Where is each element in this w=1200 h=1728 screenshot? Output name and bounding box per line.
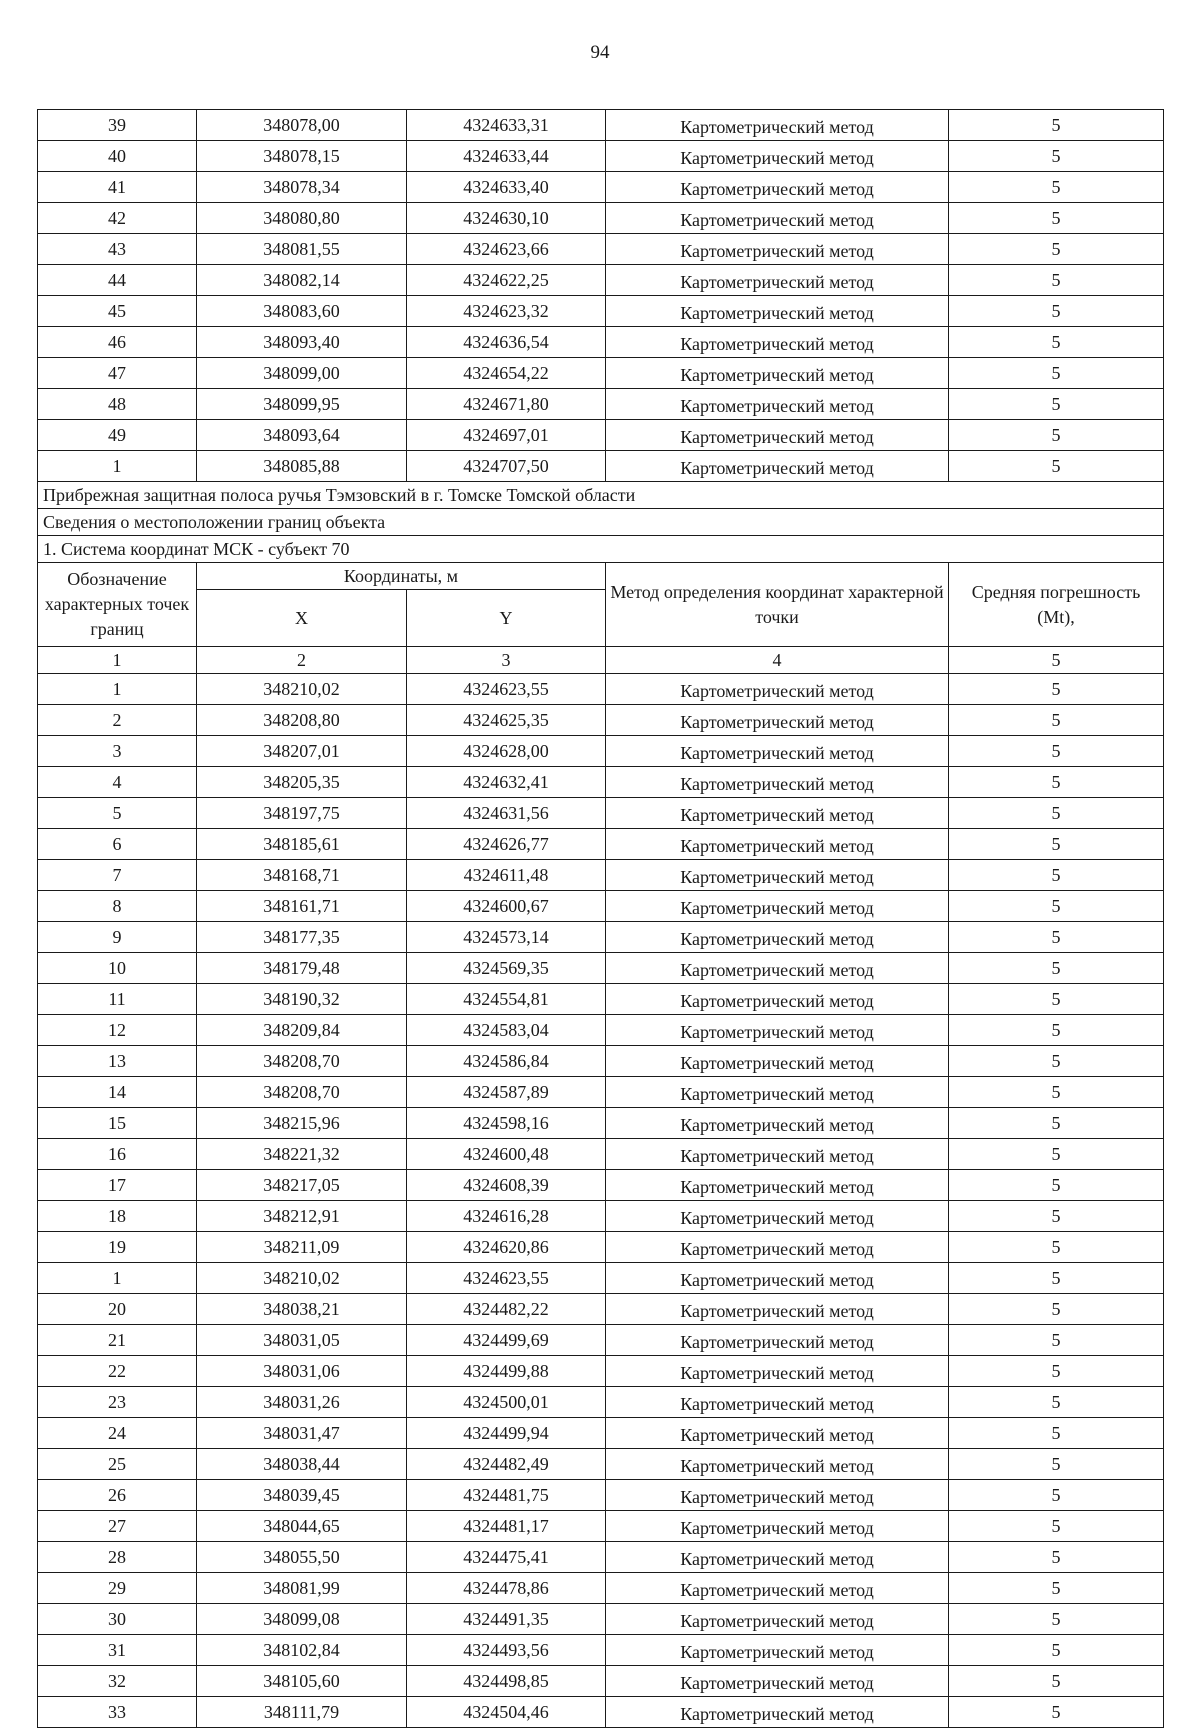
y-coordinate-cell: 4324616,28 bbox=[407, 1201, 606, 1232]
table-row bbox=[38, 1325, 1164, 1356]
table-row bbox=[38, 1015, 1164, 1046]
method-cell: Картометрический метод bbox=[606, 389, 949, 420]
method-cell: Картометрический метод bbox=[606, 1294, 949, 1325]
method-cell: Картометрический метод bbox=[606, 203, 949, 234]
method-cell: Картометрический метод bbox=[606, 141, 949, 172]
error-cell: 5 bbox=[949, 451, 1164, 482]
x-coordinate-cell: 348078,34 bbox=[197, 172, 407, 203]
x-coordinate-cell: 348215,96 bbox=[197, 1108, 407, 1139]
error-cell: 5 bbox=[949, 984, 1164, 1015]
error-cell: 5 bbox=[949, 1201, 1164, 1232]
y-coordinate-cell: 4324491,35 bbox=[407, 1604, 606, 1635]
section-block bbox=[38, 482, 1164, 674]
method-cell: Картометрический метод bbox=[606, 1201, 949, 1232]
point-number-cell: 25 bbox=[38, 1449, 197, 1480]
error-cell: 5 bbox=[949, 1263, 1164, 1294]
error-cell: 5 bbox=[949, 1015, 1164, 1046]
table-row bbox=[38, 1604, 1164, 1635]
method-cell: Картометрический метод bbox=[606, 1418, 949, 1449]
y-coordinate-cell: 4324554,81 bbox=[407, 984, 606, 1015]
point-number-cell: 1 bbox=[38, 1263, 197, 1294]
point-number-cell: 23 bbox=[38, 1387, 197, 1418]
column-number-row bbox=[38, 647, 1164, 674]
y-coordinate-cell: 4324499,69 bbox=[407, 1325, 606, 1356]
method-cell: Картометрический метод bbox=[606, 767, 949, 798]
method-cell: Картометрический метод bbox=[606, 1263, 949, 1294]
y-coordinate-cell: 4324631,56 bbox=[407, 798, 606, 829]
method-cell: Картометрический метод bbox=[606, 1449, 949, 1480]
y-coordinate-cell: 4324633,44 bbox=[407, 141, 606, 172]
table-row bbox=[38, 1449, 1164, 1480]
error-cell: 5 bbox=[949, 389, 1164, 420]
error-cell: 5 bbox=[949, 265, 1164, 296]
x-coordinate-cell: 348078,15 bbox=[197, 141, 407, 172]
y-coordinate-cell: 4324697,01 bbox=[407, 420, 606, 451]
column-number: 1 bbox=[38, 647, 197, 674]
table-row bbox=[38, 172, 1164, 203]
table-row bbox=[38, 1294, 1164, 1325]
error-cell: 5 bbox=[949, 1480, 1164, 1511]
coordinates-table bbox=[37, 109, 1164, 1728]
x-coordinate-cell: 348093,64 bbox=[197, 420, 407, 451]
x-coordinate-cell: 348083,60 bbox=[197, 296, 407, 327]
y-coordinate-cell: 4324481,75 bbox=[407, 1480, 606, 1511]
method-cell: Картометрический метод bbox=[606, 1325, 949, 1356]
error-cell: 5 bbox=[949, 922, 1164, 953]
table-row bbox=[38, 327, 1164, 358]
y-coordinate-cell: 4324623,32 bbox=[407, 296, 606, 327]
method-cell: Картометрический метод bbox=[606, 172, 949, 203]
x-coordinate-cell: 348038,44 bbox=[197, 1449, 407, 1480]
method-cell: Картометрический метод bbox=[606, 1077, 949, 1108]
y-coordinate-cell: 4324573,14 bbox=[407, 922, 606, 953]
y-coordinate-cell: 4324475,41 bbox=[407, 1542, 606, 1573]
point-number-cell: 27 bbox=[38, 1511, 197, 1542]
point-number-cell: 9 bbox=[38, 922, 197, 953]
error-cell: 5 bbox=[949, 860, 1164, 891]
x-coordinate-cell: 348190,32 bbox=[197, 984, 407, 1015]
point-number-cell: 18 bbox=[38, 1201, 197, 1232]
table-row bbox=[38, 141, 1164, 172]
x-coordinate-cell: 348102,84 bbox=[197, 1635, 407, 1666]
error-cell: 5 bbox=[949, 296, 1164, 327]
x-coordinate-cell: 348209,84 bbox=[197, 1015, 407, 1046]
error-cell: 5 bbox=[949, 327, 1164, 358]
table-row bbox=[38, 1139, 1164, 1170]
table-row bbox=[38, 736, 1164, 767]
point-number-cell: 8 bbox=[38, 891, 197, 922]
method-cell: Картометрический метод bbox=[606, 674, 949, 705]
y-coordinate-cell: 4324600,48 bbox=[407, 1139, 606, 1170]
y-coordinate-cell: 4324504,46 bbox=[407, 1697, 606, 1728]
x-coordinate-cell: 348221,32 bbox=[197, 1139, 407, 1170]
table-row bbox=[38, 705, 1164, 736]
table-row bbox=[38, 110, 1164, 141]
error-cell: 5 bbox=[949, 172, 1164, 203]
method-cell: Картометрический метод bbox=[606, 1046, 949, 1077]
y-coordinate-cell: 4324587,89 bbox=[407, 1077, 606, 1108]
error-cell: 5 bbox=[949, 1170, 1164, 1201]
point-number-cell: 30 bbox=[38, 1604, 197, 1635]
y-coordinate-cell: 4324481,17 bbox=[407, 1511, 606, 1542]
point-number-cell: 1 bbox=[38, 451, 197, 482]
point-number-cell: 43 bbox=[38, 234, 197, 265]
error-cell: 5 bbox=[949, 1232, 1164, 1263]
x-coordinate-cell: 348085,88 bbox=[197, 451, 407, 482]
point-number-cell: 16 bbox=[38, 1139, 197, 1170]
method-cell: Картометрический метод bbox=[606, 1387, 949, 1418]
x-coordinate-cell: 348099,08 bbox=[197, 1604, 407, 1635]
column-number: 3 bbox=[407, 647, 606, 674]
x-coordinate-cell: 348044,65 bbox=[197, 1511, 407, 1542]
error-cell: 5 bbox=[949, 358, 1164, 389]
method-cell: Картометрический метод bbox=[606, 327, 949, 358]
point-number-cell: 39 bbox=[38, 110, 197, 141]
x-coordinate-cell: 348099,00 bbox=[197, 358, 407, 389]
point-number-cell: 5 bbox=[38, 798, 197, 829]
table-row bbox=[38, 1573, 1164, 1604]
method-cell: Картометрический метод bbox=[606, 110, 949, 141]
error-cell: 5 bbox=[949, 705, 1164, 736]
table-row bbox=[38, 1666, 1164, 1697]
error-cell: 5 bbox=[949, 829, 1164, 860]
method-cell: Картометрический метод bbox=[606, 736, 949, 767]
coordinate-system: 1. Система координат МСК - субъект 70 bbox=[38, 536, 1164, 563]
error-cell: 5 bbox=[949, 1325, 1164, 1356]
point-number-cell: 21 bbox=[38, 1325, 197, 1356]
y-coordinate-cell: 4324499,88 bbox=[407, 1356, 606, 1387]
x-coordinate-cell: 348168,71 bbox=[197, 860, 407, 891]
method-cell: Картометрический метод bbox=[606, 1511, 949, 1542]
x-coordinate-cell: 348205,35 bbox=[197, 767, 407, 798]
method-cell: Картометрический метод bbox=[606, 234, 949, 265]
y-coordinate-cell: 4324633,40 bbox=[407, 172, 606, 203]
table-row bbox=[38, 1511, 1164, 1542]
error-cell: 5 bbox=[949, 674, 1164, 705]
error-cell: 5 bbox=[949, 420, 1164, 451]
table-row bbox=[38, 234, 1164, 265]
y-coordinate-cell: 4324569,35 bbox=[407, 953, 606, 984]
method-cell: Картометрический метод bbox=[606, 265, 949, 296]
x-coordinate-cell: 348031,05 bbox=[197, 1325, 407, 1356]
method-cell: Картометрический метод bbox=[606, 1108, 949, 1139]
table-row bbox=[38, 860, 1164, 891]
point-number-cell: 3 bbox=[38, 736, 197, 767]
point-number-cell: 10 bbox=[38, 953, 197, 984]
x-coordinate-cell: 348207,01 bbox=[197, 736, 407, 767]
point-number-cell: 42 bbox=[38, 203, 197, 234]
y-coordinate-cell: 4324586,84 bbox=[407, 1046, 606, 1077]
y-coordinate-cell: 4324622,25 bbox=[407, 265, 606, 296]
x-coordinate-cell: 348078,00 bbox=[197, 110, 407, 141]
y-coordinate-cell: 4324500,01 bbox=[407, 1387, 606, 1418]
point-number-cell: 14 bbox=[38, 1077, 197, 1108]
y-coordinate-cell: 4324482,49 bbox=[407, 1449, 606, 1480]
method-cell: Картометрический метод bbox=[606, 1232, 949, 1263]
y-coordinate-cell: 4324625,35 bbox=[407, 705, 606, 736]
table-row bbox=[38, 1480, 1164, 1511]
method-cell: Картометрический метод bbox=[606, 798, 949, 829]
top-rows bbox=[38, 110, 1164, 482]
point-number-cell: 20 bbox=[38, 1294, 197, 1325]
table-row bbox=[38, 1232, 1164, 1263]
column-number: 2 bbox=[197, 647, 407, 674]
error-cell: 5 bbox=[949, 1294, 1164, 1325]
table-row bbox=[38, 1263, 1164, 1294]
y-coordinate-cell: 4324707,50 bbox=[407, 451, 606, 482]
y-coordinate-cell: 4324478,86 bbox=[407, 1573, 606, 1604]
x-coordinate-cell: 348055,50 bbox=[197, 1542, 407, 1573]
y-coordinate-cell: 4324626,77 bbox=[407, 829, 606, 860]
x-coordinate-cell: 348081,55 bbox=[197, 234, 407, 265]
table-row bbox=[38, 420, 1164, 451]
error-cell: 5 bbox=[949, 234, 1164, 265]
point-number-cell: 45 bbox=[38, 296, 197, 327]
table-row bbox=[38, 1542, 1164, 1573]
page-number: 94 bbox=[590, 42, 610, 63]
point-number-cell: 24 bbox=[38, 1418, 197, 1449]
error-cell: 5 bbox=[949, 1511, 1164, 1542]
table-row bbox=[38, 1697, 1164, 1728]
x-coordinate-cell: 348212,91 bbox=[197, 1201, 407, 1232]
table-row bbox=[38, 1418, 1164, 1449]
point-number-cell: 40 bbox=[38, 141, 197, 172]
method-cell: Картометрический метод bbox=[606, 860, 949, 891]
error-cell: 5 bbox=[949, 1604, 1164, 1635]
point-number-cell: 44 bbox=[38, 265, 197, 296]
x-coordinate-cell: 348105,60 bbox=[197, 1666, 407, 1697]
x-coordinate-cell: 348208,70 bbox=[197, 1046, 407, 1077]
x-coordinate-cell: 348099,95 bbox=[197, 389, 407, 420]
error-cell: 5 bbox=[949, 1697, 1164, 1728]
column-number: 4 bbox=[606, 647, 949, 674]
header-coordinates: Координаты, м bbox=[197, 563, 606, 590]
x-coordinate-cell: 348038,21 bbox=[197, 1294, 407, 1325]
point-number-cell: 1 bbox=[38, 674, 197, 705]
point-number-cell: 41 bbox=[38, 172, 197, 203]
error-cell: 5 bbox=[949, 110, 1164, 141]
error-cell: 5 bbox=[949, 1418, 1164, 1449]
header-method: Метод определения координат характерной точки bbox=[606, 563, 949, 647]
x-coordinate-cell: 348210,02 bbox=[197, 1263, 407, 1294]
y-coordinate-cell: 4324671,80 bbox=[407, 389, 606, 420]
y-coordinate-cell: 4324623,55 bbox=[407, 674, 606, 705]
point-number-cell: 49 bbox=[38, 420, 197, 451]
table-row bbox=[38, 984, 1164, 1015]
y-coordinate-cell: 4324611,48 bbox=[407, 860, 606, 891]
y-coordinate-cell: 4324598,16 bbox=[407, 1108, 606, 1139]
x-coordinate-cell: 348211,09 bbox=[197, 1232, 407, 1263]
x-coordinate-cell: 348080,80 bbox=[197, 203, 407, 234]
method-cell: Картометрический метод bbox=[606, 953, 949, 984]
x-coordinate-cell: 348208,80 bbox=[197, 705, 407, 736]
error-cell: 5 bbox=[949, 1666, 1164, 1697]
method-cell: Картометрический метод bbox=[606, 296, 949, 327]
point-number-cell: 47 bbox=[38, 358, 197, 389]
method-cell: Картометрический метод bbox=[606, 1139, 949, 1170]
method-cell: Картометрический метод bbox=[606, 984, 949, 1015]
point-number-cell: 22 bbox=[38, 1356, 197, 1387]
point-number-cell: 48 bbox=[38, 389, 197, 420]
error-cell: 5 bbox=[949, 1356, 1164, 1387]
x-coordinate-cell: 348177,35 bbox=[197, 922, 407, 953]
table-row bbox=[38, 1170, 1164, 1201]
error-cell: 5 bbox=[949, 1108, 1164, 1139]
point-number-cell: 19 bbox=[38, 1232, 197, 1263]
method-cell: Картометрический метод bbox=[606, 1697, 949, 1728]
table-row bbox=[38, 1201, 1164, 1232]
table-row bbox=[38, 1635, 1164, 1666]
point-number-cell: 6 bbox=[38, 829, 197, 860]
header-designation: Обозначение характерных точек границ bbox=[38, 563, 197, 647]
error-cell: 5 bbox=[949, 891, 1164, 922]
x-coordinate-cell: 348031,47 bbox=[197, 1418, 407, 1449]
table-row bbox=[38, 296, 1164, 327]
method-cell: Картометрический метод bbox=[606, 420, 949, 451]
table-row bbox=[38, 953, 1164, 984]
table-row bbox=[38, 1108, 1164, 1139]
point-number-cell: 7 bbox=[38, 860, 197, 891]
object-title: Прибрежная защитная полоса ручья Тэмзовский в г. Томске Томской области bbox=[38, 482, 1164, 509]
x-coordinate-cell: 348039,45 bbox=[197, 1480, 407, 1511]
x-coordinate-cell: 348179,48 bbox=[197, 953, 407, 984]
location-info: Сведения о местоположении границ объекта bbox=[38, 509, 1164, 536]
x-coordinate-cell: 348031,26 bbox=[197, 1387, 407, 1418]
x-coordinate-cell: 348185,61 bbox=[197, 829, 407, 860]
point-number-cell: 13 bbox=[38, 1046, 197, 1077]
x-coordinate-cell: 348111,79 bbox=[197, 1697, 407, 1728]
error-cell: 5 bbox=[949, 1635, 1164, 1666]
table-row bbox=[38, 389, 1164, 420]
method-cell: Картометрический метод bbox=[606, 705, 949, 736]
error-cell: 5 bbox=[949, 1046, 1164, 1077]
y-coordinate-cell: 4324493,56 bbox=[407, 1635, 606, 1666]
x-coordinate-cell: 348210,02 bbox=[197, 674, 407, 705]
y-coordinate-cell: 4324623,66 bbox=[407, 234, 606, 265]
x-coordinate-cell: 348217,05 bbox=[197, 1170, 407, 1201]
point-number-cell: 46 bbox=[38, 327, 197, 358]
error-cell: 5 bbox=[949, 1387, 1164, 1418]
error-cell: 5 bbox=[949, 953, 1164, 984]
y-coordinate-cell: 4324583,04 bbox=[407, 1015, 606, 1046]
y-coordinate-cell: 4324623,55 bbox=[407, 1263, 606, 1294]
point-number-cell: 2 bbox=[38, 705, 197, 736]
table-row bbox=[38, 203, 1164, 234]
table-row bbox=[38, 1387, 1164, 1418]
error-cell: 5 bbox=[949, 1139, 1164, 1170]
x-coordinate-cell: 348197,75 bbox=[197, 798, 407, 829]
table-row bbox=[38, 891, 1164, 922]
x-coordinate-cell: 348208,70 bbox=[197, 1077, 407, 1108]
method-cell: Картометрический метод bbox=[606, 1542, 949, 1573]
point-number-cell: 31 bbox=[38, 1635, 197, 1666]
y-coordinate-cell: 4324620,86 bbox=[407, 1232, 606, 1263]
y-coordinate-cell: 4324608,39 bbox=[407, 1170, 606, 1201]
y-coordinate-cell: 4324498,85 bbox=[407, 1666, 606, 1697]
y-coordinate-cell: 4324499,94 bbox=[407, 1418, 606, 1449]
table-row bbox=[38, 798, 1164, 829]
table-row bbox=[38, 767, 1164, 798]
table-row bbox=[38, 1356, 1164, 1387]
method-cell: Картометрический метод bbox=[606, 358, 949, 389]
header-y: Y bbox=[407, 590, 606, 647]
x-coordinate-cell: 348031,06 bbox=[197, 1356, 407, 1387]
error-cell: 5 bbox=[949, 798, 1164, 829]
error-cell: 5 bbox=[949, 1542, 1164, 1573]
method-cell: Картометрический метод bbox=[606, 1604, 949, 1635]
point-number-cell: 33 bbox=[38, 1697, 197, 1728]
x-coordinate-cell: 348161,71 bbox=[197, 891, 407, 922]
y-coordinate-cell: 4324600,67 bbox=[407, 891, 606, 922]
method-cell: Картометрический метод bbox=[606, 451, 949, 482]
method-cell: Картометрический метод bbox=[606, 1170, 949, 1201]
table-row bbox=[38, 1077, 1164, 1108]
y-coordinate-cell: 4324632,41 bbox=[407, 767, 606, 798]
table-row bbox=[38, 829, 1164, 860]
table-row bbox=[38, 674, 1164, 705]
error-cell: 5 bbox=[949, 1449, 1164, 1480]
table-row bbox=[38, 922, 1164, 953]
column-number: 5 bbox=[949, 647, 1164, 674]
method-cell: Картометрический метод bbox=[606, 922, 949, 953]
point-number-cell: 15 bbox=[38, 1108, 197, 1139]
header-x: X bbox=[197, 590, 407, 647]
bottom-rows bbox=[38, 674, 1164, 1728]
table-row bbox=[38, 358, 1164, 389]
header-error: Средняя погрешность (Mt), bbox=[949, 563, 1164, 647]
table-row bbox=[38, 451, 1164, 482]
y-coordinate-cell: 4324482,22 bbox=[407, 1294, 606, 1325]
error-cell: 5 bbox=[949, 1077, 1164, 1108]
y-coordinate-cell: 4324654,22 bbox=[407, 358, 606, 389]
method-cell: Картометрический метод bbox=[606, 1666, 949, 1697]
error-cell: 5 bbox=[949, 736, 1164, 767]
method-cell: Картометрический метод bbox=[606, 1480, 949, 1511]
error-cell: 5 bbox=[949, 141, 1164, 172]
y-coordinate-cell: 4324636,54 bbox=[407, 327, 606, 358]
table-row bbox=[38, 265, 1164, 296]
method-cell: Картометрический метод bbox=[606, 891, 949, 922]
method-cell: Картометрический метод bbox=[606, 1573, 949, 1604]
point-number-cell: 17 bbox=[38, 1170, 197, 1201]
x-coordinate-cell: 348081,99 bbox=[197, 1573, 407, 1604]
y-coordinate-cell: 4324633,31 bbox=[407, 110, 606, 141]
table-row bbox=[38, 1046, 1164, 1077]
point-number-cell: 32 bbox=[38, 1666, 197, 1697]
point-number-cell: 29 bbox=[38, 1573, 197, 1604]
y-coordinate-cell: 4324628,00 bbox=[407, 736, 606, 767]
error-cell: 5 bbox=[949, 767, 1164, 798]
point-number-cell: 26 bbox=[38, 1480, 197, 1511]
point-number-cell: 28 bbox=[38, 1542, 197, 1573]
error-cell: 5 bbox=[949, 203, 1164, 234]
x-coordinate-cell: 348093,40 bbox=[197, 327, 407, 358]
method-cell: Картометрический метод bbox=[606, 829, 949, 860]
method-cell: Картометрический метод bbox=[606, 1015, 949, 1046]
y-coordinate-cell: 4324630,10 bbox=[407, 203, 606, 234]
point-number-cell: 11 bbox=[38, 984, 197, 1015]
method-cell: Картометрический метод bbox=[606, 1356, 949, 1387]
point-number-cell: 4 bbox=[38, 767, 197, 798]
method-cell: Картометрический метод bbox=[606, 1635, 949, 1666]
error-cell: 5 bbox=[949, 1573, 1164, 1604]
x-coordinate-cell: 348082,14 bbox=[197, 265, 407, 296]
point-number-cell: 12 bbox=[38, 1015, 197, 1046]
